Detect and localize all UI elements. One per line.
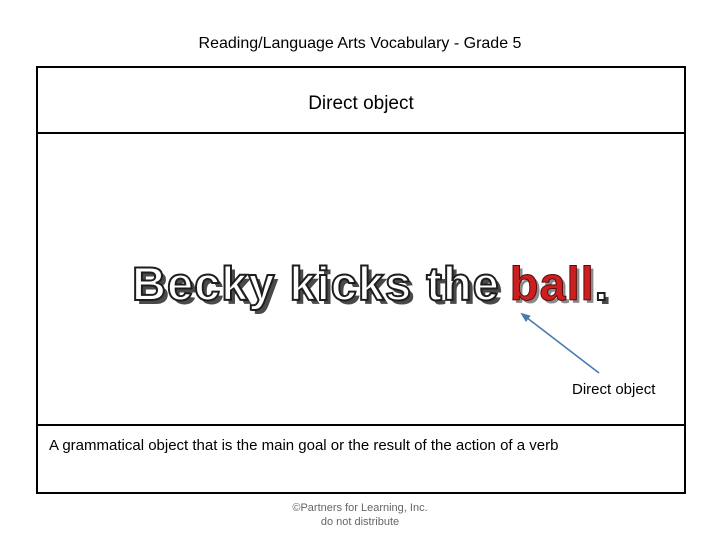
term-title: Direct object: [308, 93, 414, 114]
vocabulary-card: [36, 66, 686, 494]
definition-text: A grammatical object that is the main goal or the result of the action of a verb: [49, 437, 559, 454]
definition-section: [38, 426, 684, 492]
example-section: [38, 134, 684, 426]
callout-label: Direct object: [572, 381, 656, 398]
example-sentence: [132, 254, 609, 314]
arrow-line: [522, 314, 599, 373]
term-section: [38, 68, 684, 134]
sentence-text: Becky kicks the: [132, 257, 500, 310]
footer: [0, 501, 720, 529]
notice-text: do not distribute: [320, 516, 400, 528]
copyright-text: ©Partners for Learning, Inc.: [292, 502, 428, 514]
page-title: Reading/Language Arts Vocabulary - Grade 5: [198, 35, 522, 52]
sentence-period: .: [594, 257, 609, 310]
highlighted-word: ball: [509, 257, 595, 310]
